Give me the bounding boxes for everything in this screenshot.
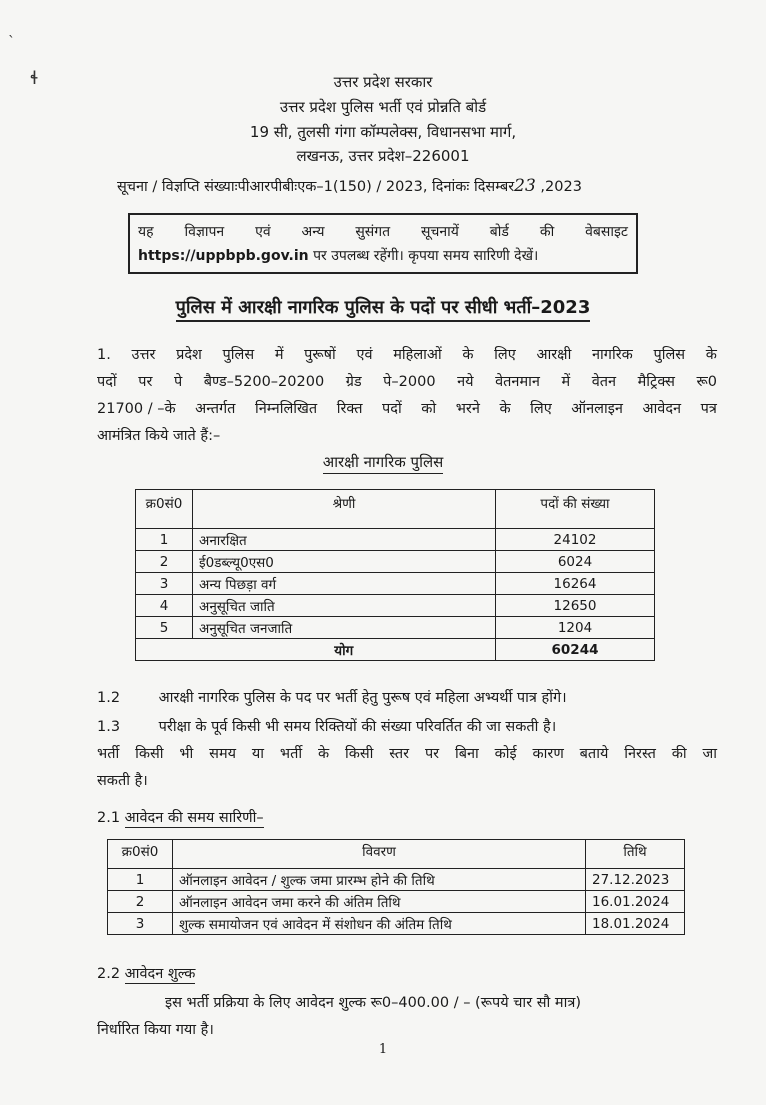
word: बोर्ड (489, 224, 509, 240)
word: विज्ञापन (184, 224, 225, 240)
word: आरक्षी (536, 347, 572, 363)
cell-description: ऑनलाइन आवेदन जमा करने की अंतिम तिथि (173, 891, 586, 913)
word: ग्रेड (345, 374, 362, 390)
word: लिए (494, 347, 516, 363)
word: भरने (455, 401, 480, 417)
word: पर (424, 746, 440, 762)
column-header-description: विवरण (173, 840, 586, 869)
paragraph-1 (97, 342, 717, 450)
paragraph-1-line1 (97, 342, 717, 369)
cell-category: ई0डब्ल्यू0एस0 (193, 551, 496, 573)
word: 1. (97, 347, 111, 363)
paragraph-1-line3 (97, 396, 717, 423)
word: उत्तर (131, 347, 156, 363)
word: के (462, 347, 474, 363)
word: कारण (532, 746, 564, 762)
word: बिना (454, 746, 479, 762)
column-header-count: पदों की संख्या (496, 490, 655, 529)
cell-sn: 1 (136, 529, 193, 551)
paragraph-1-line2 (97, 369, 717, 396)
cell-category: अनुसूचित जनजाति (193, 617, 496, 639)
column-header-sn: क्र0सं0 (108, 840, 173, 869)
paragraph-1-3-line2 (97, 741, 717, 768)
cell-date: 18.01.2024 (586, 913, 685, 935)
total-label: योग (193, 639, 496, 661)
cell-count: 24102 (496, 529, 655, 551)
word: निम्नलिखित (254, 401, 318, 417)
word: यह (138, 224, 154, 240)
word: किसी (344, 746, 374, 762)
section-2-1-heading (97, 807, 264, 827)
word: पदों (382, 401, 402, 417)
paragraph-1-2 (97, 685, 717, 712)
website-notice-box (128, 213, 638, 274)
word: कोई (494, 746, 517, 762)
section-2-1-title: आवेदन की समय सारिणी– (124, 810, 264, 826)
word: ऑनलाइन (571, 401, 623, 417)
scan-mark: ˎ (8, 22, 15, 38)
word: एवं (356, 347, 373, 363)
paragraph-1-3 (97, 714, 717, 795)
cell-description: शुल्क समायोजन एवं आवेदन में संशोधन की अंतिम तिथि (173, 913, 586, 935)
word: की (539, 224, 555, 240)
word: रिक्त (336, 401, 363, 417)
cell-count: 1204 (496, 617, 655, 639)
word: पुलिस (222, 347, 255, 363)
word: वेतन (591, 374, 617, 390)
paragraph-1-3-line1 (97, 714, 717, 741)
table-header-row (108, 840, 685, 869)
website-notice-line2 (138, 244, 628, 268)
notice-day: 23 (514, 176, 536, 196)
cell-empty (136, 639, 193, 661)
cell-count: 6024 (496, 551, 655, 573)
section-2-1-number: 2.1 (97, 810, 121, 826)
cell-sn: 4 (136, 595, 193, 617)
word: समय (209, 746, 237, 762)
page-title-text: पुलिस में आरक्षी नागरिक पुलिस के पदों पर सीधी भर्ती–2023 (176, 297, 591, 322)
table-row (136, 573, 655, 595)
cell-sn: 1 (108, 869, 173, 891)
header-address: 19 सी, तुलसी गंगा कॉम्पलेक्स, विधानसभा मार्ग, (249, 123, 517, 141)
paragraph-1-3-line3: सकती है। (97, 773, 148, 789)
section-2-2-heading (97, 963, 195, 983)
word: लिए (530, 401, 552, 417)
column-header-sn: क्र0सं0 (136, 490, 193, 529)
cell-date: 16.01.2024 (586, 891, 685, 913)
word: किसी (135, 746, 164, 762)
cell-category: अनारक्षित (193, 529, 496, 551)
word: या (251, 746, 265, 762)
word: में (561, 374, 571, 390)
cell-count: 16264 (496, 573, 655, 595)
scan-mark: ɬ (30, 68, 39, 89)
word: वेतनमान (495, 374, 540, 390)
word: 21700 / –के (97, 401, 176, 417)
fee-line1: इस भर्ती प्रक्रिया के लिए आवेदन शुल्क रू0–400.00 / – (रूपये चार सौ मात्र) (165, 995, 581, 1011)
table-row (108, 913, 685, 935)
word: अन्तर्गत (195, 401, 236, 417)
notice-suffix: ,2023 (535, 179, 582, 195)
word: पत्र (700, 401, 717, 417)
word: सुसंगत (355, 224, 391, 240)
word: पर (138, 374, 153, 390)
word: भर्ती (279, 746, 303, 762)
page-number: 1 (378, 1042, 388, 1057)
word: के (317, 746, 330, 762)
website-url[interactable]: https://uppbpb.gov.in (138, 248, 309, 264)
word: सूचनायें (421, 224, 459, 240)
word: नागरिक (592, 347, 633, 363)
paragraph-1-3-number: 1.3 (97, 719, 121, 735)
word: भी (179, 746, 194, 762)
table-row (136, 529, 655, 551)
column-header-date: तिथि (586, 840, 685, 869)
schedule-table (107, 839, 685, 935)
word: बताये (579, 746, 609, 762)
word: भर्ती (97, 746, 120, 762)
fee-paragraph (97, 990, 717, 1044)
word: पुरूषों (304, 347, 336, 363)
word: बैण्ड–5200–20200 (203, 374, 325, 390)
word: महिलाओं (393, 347, 442, 363)
paragraph-1-2-text: आरक्षी नागरिक पुलिस के पद पर भर्ती हेतु पुरूष एवं महिला अभ्यर्थी पात्र होंगे। (158, 690, 567, 706)
table-header-row (136, 490, 655, 529)
page-title (0, 295, 766, 319)
table-total-row (136, 639, 655, 661)
cell-category: अन्य पिछड़ा वर्ग (193, 573, 496, 595)
total-value: 60244 (496, 639, 655, 661)
header-government: उत्तर प्रदेश सरकार (333, 73, 433, 91)
website-notice-rest: पर उपलब्ध रहेंगी। कृपया समय सारिणी देखें। (308, 248, 539, 264)
word: में (274, 347, 284, 363)
paragraph-1-line4: आमंत्रित किये जाते हैं:– (97, 428, 221, 444)
column-header-category: श्रेणी (193, 490, 496, 529)
paragraph-1-2-number: 1.2 (97, 690, 121, 706)
cell-description: ऑनलाइन आवेदन / शुल्क जमा प्रारम्भ होने की तिथि (173, 869, 586, 891)
word: स्तर (389, 746, 410, 762)
word: आवेदन (642, 401, 682, 417)
word: प्रदेश (176, 347, 202, 363)
word: की (671, 746, 687, 762)
section-2-2-number: 2.2 (97, 966, 121, 982)
word: के (499, 401, 511, 417)
table-row (108, 891, 685, 913)
cell-category: अनुसूचित जाति (193, 595, 496, 617)
cell-sn: 2 (136, 551, 193, 573)
word: निरस्त (624, 746, 656, 762)
word: मैट्रिक्स (637, 374, 675, 390)
table-row (108, 869, 685, 891)
word: पे (173, 374, 183, 390)
word: नये (457, 374, 474, 390)
table-row (136, 617, 655, 639)
cell-count: 12650 (496, 595, 655, 617)
word: के (705, 347, 717, 363)
word: को (421, 401, 437, 417)
cell-sn: 3 (136, 573, 193, 595)
cell-sn: 5 (136, 617, 193, 639)
table-row (136, 595, 655, 617)
cell-date: 27.12.2023 (586, 869, 685, 891)
table1-title (0, 452, 766, 472)
word: पदों (97, 374, 117, 390)
vacancy-table (135, 489, 655, 661)
word: वेबसाइट (585, 224, 628, 240)
section-2-2-title: आवेदन शुल्क (124, 966, 196, 982)
cell-sn: 3 (108, 913, 173, 935)
header-city: लखनऊ, उत्तर प्रदेश–226001 (296, 147, 470, 165)
word: पुलिस (653, 347, 686, 363)
fee-line2: निर्धारित किया गया है। (97, 1022, 214, 1038)
word: रू0 (696, 374, 717, 390)
table-row (136, 551, 655, 573)
word: पे–2000 (383, 374, 436, 390)
word: जा (702, 746, 717, 762)
header-board: उत्तर प्रदेश पुलिस भर्ती एवं प्रोन्नति बोर्ड (279, 98, 487, 116)
table1-title-text: आरक्षी नागरिक पुलिस (323, 453, 444, 474)
word: एवं (255, 224, 271, 240)
notice-reference (117, 176, 582, 196)
paragraph-1-3-text: परीक्षा के पूर्व किसी भी समय रिक्तियों की संख्या परिवर्तित की जा सकती है। (158, 719, 557, 735)
word: अन्य (301, 224, 325, 240)
notice-prefix: सूचना / विज्ञप्ति संख्याःपीआरपीबीःएक–1(150) / 2023, दिनांकः दिसम्बर (117, 179, 515, 195)
cell-sn: 2 (108, 891, 173, 913)
website-notice-line1 (138, 220, 628, 244)
